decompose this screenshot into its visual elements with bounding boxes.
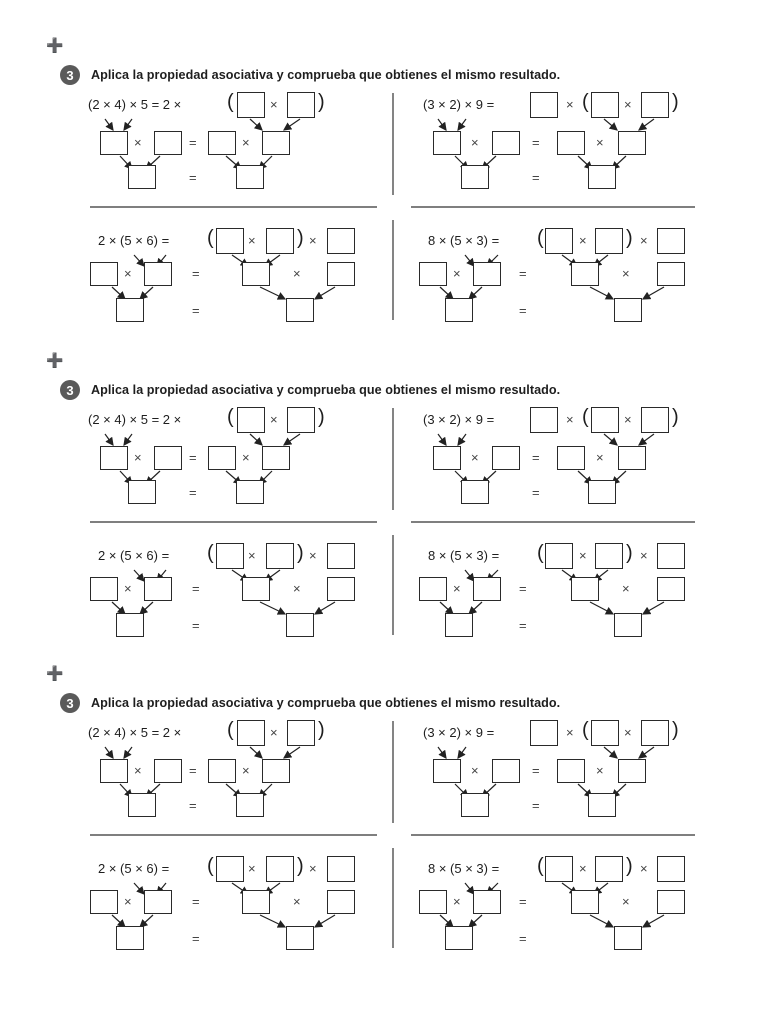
equals-sign: = <box>519 581 527 596</box>
answer-box[interactable] <box>327 228 355 254</box>
answer-box[interactable] <box>492 759 520 783</box>
answer-box[interactable] <box>557 759 585 783</box>
answer-box[interactable] <box>591 92 619 118</box>
answer-box[interactable] <box>445 613 473 637</box>
arrow-icon <box>260 602 285 614</box>
answer-box[interactable] <box>242 262 270 286</box>
expression-top-left: (2 × 4) × 5 = 2 × <box>88 725 182 740</box>
answer-box[interactable] <box>237 92 265 118</box>
open-parenthesis: ( <box>537 227 544 249</box>
times-sign: × <box>242 450 250 465</box>
arrow-icon <box>315 602 335 614</box>
answer-box[interactable] <box>530 720 558 746</box>
answer-box[interactable] <box>461 793 489 817</box>
answer-box[interactable] <box>144 890 172 914</box>
answer-box[interactable] <box>262 131 290 155</box>
equals-sign: = <box>192 266 200 281</box>
arrow-icon <box>438 119 446 130</box>
answer-box[interactable] <box>100 446 128 470</box>
expression-top-left: (2 × 4) × 5 = 2 × <box>88 97 182 112</box>
times-sign: × <box>579 548 587 563</box>
arrow-icon <box>458 747 466 758</box>
answer-box[interactable] <box>208 759 236 783</box>
close-parenthesis: ) <box>672 91 679 113</box>
arrow-icon <box>438 747 446 758</box>
open-parenthesis: ( <box>537 542 544 564</box>
close-parenthesis: ) <box>297 855 304 877</box>
times-sign: × <box>293 894 301 909</box>
equals-sign: = <box>192 931 200 946</box>
arrow-icon <box>105 119 113 130</box>
equals-sign: = <box>189 170 197 185</box>
times-sign: × <box>248 233 256 248</box>
times-sign: × <box>134 450 142 465</box>
times-sign: × <box>640 861 648 876</box>
equals-sign: = <box>519 894 527 909</box>
arrow-icon <box>639 747 654 758</box>
answer-box[interactable] <box>216 543 244 569</box>
answer-box[interactable] <box>641 720 669 746</box>
open-parenthesis: ( <box>582 91 589 113</box>
times-sign: × <box>471 763 479 778</box>
exercise-instruction: Aplica la propiedad asociativa y comprueba que obtienes el mismo resultado. <box>91 383 561 397</box>
close-parenthesis: ) <box>297 542 304 564</box>
answer-box[interactable] <box>492 131 520 155</box>
answer-box[interactable] <box>242 890 270 914</box>
times-sign: × <box>579 233 587 248</box>
answer-box[interactable] <box>208 446 236 470</box>
open-parenthesis: ( <box>207 227 214 249</box>
answer-box[interactable] <box>492 446 520 470</box>
arrow-icon <box>134 255 144 266</box>
arrow-icon <box>134 883 144 894</box>
answer-box[interactable] <box>266 543 294 569</box>
exercise-instruction: Aplica la propiedad asociativa y comprueba que obtienes el mismo resultado. <box>91 696 561 710</box>
answer-box[interactable] <box>327 890 355 914</box>
close-parenthesis: ) <box>626 542 633 564</box>
arrow-icon <box>639 434 654 445</box>
arrow-icon <box>604 434 617 445</box>
answer-box[interactable] <box>595 543 623 569</box>
answer-box[interactable] <box>657 577 685 601</box>
arrow-icon <box>315 915 335 927</box>
answer-box[interactable] <box>419 890 447 914</box>
times-sign: × <box>471 135 479 150</box>
arrow-icon <box>604 119 617 130</box>
answer-box[interactable] <box>571 577 599 601</box>
close-parenthesis: ) <box>318 406 325 428</box>
exercise-number-badge: 3 <box>60 380 80 400</box>
answer-box[interactable] <box>266 856 294 882</box>
equals-sign: = <box>532 485 540 500</box>
times-sign: × <box>624 97 632 112</box>
answer-box[interactable] <box>657 856 685 882</box>
times-sign: × <box>270 725 278 740</box>
answer-box[interactable] <box>287 720 315 746</box>
answer-box[interactable] <box>286 926 314 950</box>
times-sign: × <box>134 763 142 778</box>
close-parenthesis: ) <box>297 227 304 249</box>
answer-box[interactable] <box>327 856 355 882</box>
answer-box[interactable] <box>154 759 182 783</box>
times-sign: × <box>566 97 574 112</box>
expression-top-right: (3 × 2) × 9 = <box>423 725 495 740</box>
times-sign: × <box>622 266 630 281</box>
equals-sign: = <box>192 894 200 909</box>
answer-box[interactable] <box>445 926 473 950</box>
expression-bottom-right: 8 × (5 × 3) = <box>428 548 500 563</box>
equals-sign: = <box>532 450 540 465</box>
answer-box[interactable] <box>557 446 585 470</box>
answer-box[interactable] <box>657 890 685 914</box>
close-parenthesis: ) <box>318 719 325 741</box>
equals-sign: = <box>532 798 540 813</box>
answer-box[interactable] <box>641 407 669 433</box>
open-parenthesis: ( <box>227 91 234 113</box>
times-sign: × <box>293 266 301 281</box>
answer-box[interactable] <box>571 890 599 914</box>
answer-box[interactable] <box>236 793 264 817</box>
answer-box[interactable] <box>591 407 619 433</box>
equals-sign: = <box>519 266 527 281</box>
arrows-and-dividers <box>0 37 768 340</box>
arrow-icon <box>604 747 617 758</box>
arrow-icon <box>458 119 466 130</box>
arrow-icon <box>124 119 132 130</box>
answer-box[interactable] <box>286 298 314 322</box>
times-sign: × <box>624 725 632 740</box>
arrow-icon <box>105 747 113 758</box>
answer-box[interactable] <box>144 577 172 601</box>
answer-box[interactable] <box>287 92 315 118</box>
arrow-icon <box>134 570 144 581</box>
arrow-icon <box>315 287 335 299</box>
times-sign: × <box>640 233 648 248</box>
answer-box[interactable] <box>433 446 461 470</box>
times-sign: × <box>309 233 317 248</box>
equals-sign: = <box>532 135 540 150</box>
open-parenthesis: ( <box>537 855 544 877</box>
exercise-instruction: Aplica la propiedad asociativa y comprueba que obtienes el mismo resultado. <box>91 68 561 82</box>
answer-box[interactable] <box>128 793 156 817</box>
answer-box[interactable] <box>286 613 314 637</box>
answer-box[interactable] <box>327 543 355 569</box>
arrow-icon <box>643 287 664 299</box>
arrow-icon <box>590 915 613 927</box>
answer-box[interactable] <box>90 890 118 914</box>
answer-box[interactable] <box>618 131 646 155</box>
times-sign: × <box>453 581 461 596</box>
answer-box[interactable] <box>116 613 144 637</box>
answer-box[interactable] <box>595 856 623 882</box>
answer-box[interactable] <box>419 262 447 286</box>
answer-box[interactable] <box>216 856 244 882</box>
answer-box[interactable] <box>128 165 156 189</box>
equals-sign: = <box>532 170 540 185</box>
arrow-icon <box>590 287 613 299</box>
arrow-icon <box>438 434 446 445</box>
expression-bottom-left: 2 × (5 × 6) = <box>98 861 170 876</box>
arrow-icon <box>124 747 132 758</box>
answer-box[interactable] <box>530 407 558 433</box>
times-sign: × <box>309 548 317 563</box>
arrows-and-dividers <box>0 352 768 655</box>
answer-box[interactable] <box>128 480 156 504</box>
answer-box[interactable] <box>557 131 585 155</box>
answer-box[interactable] <box>545 543 573 569</box>
times-sign: × <box>293 581 301 596</box>
arrow-icon <box>590 602 613 614</box>
answer-box[interactable] <box>116 298 144 322</box>
times-sign: × <box>124 894 132 909</box>
answer-box[interactable] <box>100 759 128 783</box>
close-parenthesis: ) <box>672 406 679 428</box>
answer-box[interactable] <box>154 446 182 470</box>
answer-box[interactable] <box>216 228 244 254</box>
answer-box[interactable] <box>236 480 264 504</box>
equals-sign: = <box>519 931 527 946</box>
exercise-number-badge: 3 <box>60 693 80 713</box>
answer-box[interactable] <box>657 543 685 569</box>
answer-box[interactable] <box>473 262 501 286</box>
arrow-icon <box>250 747 262 758</box>
arrow-icon <box>105 434 113 445</box>
answer-box[interactable] <box>433 759 461 783</box>
times-sign: × <box>640 548 648 563</box>
red-marker: ➕ <box>46 37 64 53</box>
times-sign: × <box>134 135 142 150</box>
expression-bottom-right: 8 × (5 × 3) = <box>428 233 500 248</box>
answer-box[interactable] <box>144 262 172 286</box>
answer-box[interactable] <box>545 856 573 882</box>
exercise-copy <box>0 665 768 968</box>
arrows-and-dividers <box>0 665 768 968</box>
answer-box[interactable] <box>473 890 501 914</box>
answer-box[interactable] <box>614 926 642 950</box>
answer-box[interactable] <box>657 228 685 254</box>
answer-box[interactable] <box>100 131 128 155</box>
answer-box[interactable] <box>262 759 290 783</box>
equals-sign: = <box>192 581 200 596</box>
open-parenthesis: ( <box>582 719 589 741</box>
times-sign: × <box>248 861 256 876</box>
times-sign: × <box>622 894 630 909</box>
answer-box[interactable] <box>433 131 461 155</box>
times-sign: × <box>596 450 604 465</box>
times-sign: × <box>453 894 461 909</box>
times-sign: × <box>124 581 132 596</box>
equals-sign: = <box>192 618 200 633</box>
expression-top-right: (3 × 2) × 9 = <box>423 412 495 427</box>
arrow-icon <box>260 915 285 927</box>
answer-box[interactable] <box>90 262 118 286</box>
times-sign: × <box>242 763 250 778</box>
red-marker: ➕ <box>46 352 64 368</box>
answer-box[interactable] <box>588 793 616 817</box>
answer-box[interactable] <box>419 577 447 601</box>
arrow-icon <box>250 434 262 445</box>
close-parenthesis: ) <box>626 855 633 877</box>
equals-sign: = <box>519 303 527 318</box>
arrow-icon <box>643 915 664 927</box>
equals-sign: = <box>189 450 197 465</box>
arrow-icon <box>639 119 654 130</box>
arrow-icon <box>284 119 300 130</box>
arrow-icon <box>260 287 285 299</box>
exercise-copy <box>0 37 768 340</box>
answer-box[interactable] <box>461 165 489 189</box>
times-sign: × <box>309 861 317 876</box>
arrow-icon <box>458 434 466 445</box>
answer-box[interactable] <box>154 131 182 155</box>
open-parenthesis: ( <box>227 406 234 428</box>
answer-box[interactable] <box>595 228 623 254</box>
equals-sign: = <box>189 763 197 778</box>
answer-box[interactable] <box>445 298 473 322</box>
answer-box[interactable] <box>237 407 265 433</box>
times-sign: × <box>566 412 574 427</box>
open-parenthesis: ( <box>207 542 214 564</box>
arrow-icon <box>284 434 300 445</box>
equals-sign: = <box>519 618 527 633</box>
equals-sign: = <box>189 798 197 813</box>
equals-sign: = <box>192 303 200 318</box>
close-parenthesis: ) <box>318 91 325 113</box>
expression-bottom-left: 2 × (5 × 6) = <box>98 548 170 563</box>
times-sign: × <box>579 861 587 876</box>
times-sign: × <box>624 412 632 427</box>
expression-top-right: (3 × 2) × 9 = <box>423 97 495 112</box>
answer-box[interactable] <box>237 720 265 746</box>
answer-box[interactable] <box>116 926 144 950</box>
answer-box[interactable] <box>588 480 616 504</box>
open-parenthesis: ( <box>582 406 589 428</box>
answer-box[interactable] <box>588 165 616 189</box>
equals-sign: = <box>189 135 197 150</box>
exercise-number-badge: 3 <box>60 65 80 85</box>
equals-sign: = <box>189 485 197 500</box>
answer-box[interactable] <box>591 720 619 746</box>
expression-bottom-right: 8 × (5 × 3) = <box>428 861 500 876</box>
answer-box[interactable] <box>618 759 646 783</box>
times-sign: × <box>471 450 479 465</box>
red-marker: ➕ <box>46 665 64 681</box>
expression-bottom-left: 2 × (5 × 6) = <box>98 233 170 248</box>
exercise-copy <box>0 352 768 655</box>
arrow-icon <box>250 119 262 130</box>
times-sign: × <box>248 548 256 563</box>
open-parenthesis: ( <box>207 855 214 877</box>
close-parenthesis: ) <box>626 227 633 249</box>
arrow-icon <box>284 747 300 758</box>
equals-sign: = <box>532 763 540 778</box>
times-sign: × <box>566 725 574 740</box>
answer-box[interactable] <box>327 577 355 601</box>
answer-box[interactable] <box>641 92 669 118</box>
answer-box[interactable] <box>614 298 642 322</box>
times-sign: × <box>124 266 132 281</box>
answer-box[interactable] <box>262 446 290 470</box>
answer-box[interactable] <box>657 262 685 286</box>
close-parenthesis: ) <box>672 719 679 741</box>
answer-box[interactable] <box>327 262 355 286</box>
times-sign: × <box>622 581 630 596</box>
answer-box[interactable] <box>461 480 489 504</box>
expression-top-left: (2 × 4) × 5 = 2 × <box>88 412 182 427</box>
arrow-icon <box>124 434 132 445</box>
times-sign: × <box>242 135 250 150</box>
answer-box[interactable] <box>208 131 236 155</box>
answer-box[interactable] <box>236 165 264 189</box>
answer-box[interactable] <box>614 613 642 637</box>
answer-box[interactable] <box>545 228 573 254</box>
answer-box[interactable] <box>287 407 315 433</box>
answer-box[interactable] <box>242 577 270 601</box>
times-sign: × <box>596 135 604 150</box>
answer-box[interactable] <box>571 262 599 286</box>
answer-box[interactable] <box>266 228 294 254</box>
times-sign: × <box>453 266 461 281</box>
answer-box[interactable] <box>530 92 558 118</box>
answer-box[interactable] <box>473 577 501 601</box>
times-sign: × <box>270 97 278 112</box>
times-sign: × <box>596 763 604 778</box>
answer-box[interactable] <box>618 446 646 470</box>
open-parenthesis: ( <box>227 719 234 741</box>
times-sign: × <box>270 412 278 427</box>
arrow-icon <box>643 602 664 614</box>
answer-box[interactable] <box>90 577 118 601</box>
